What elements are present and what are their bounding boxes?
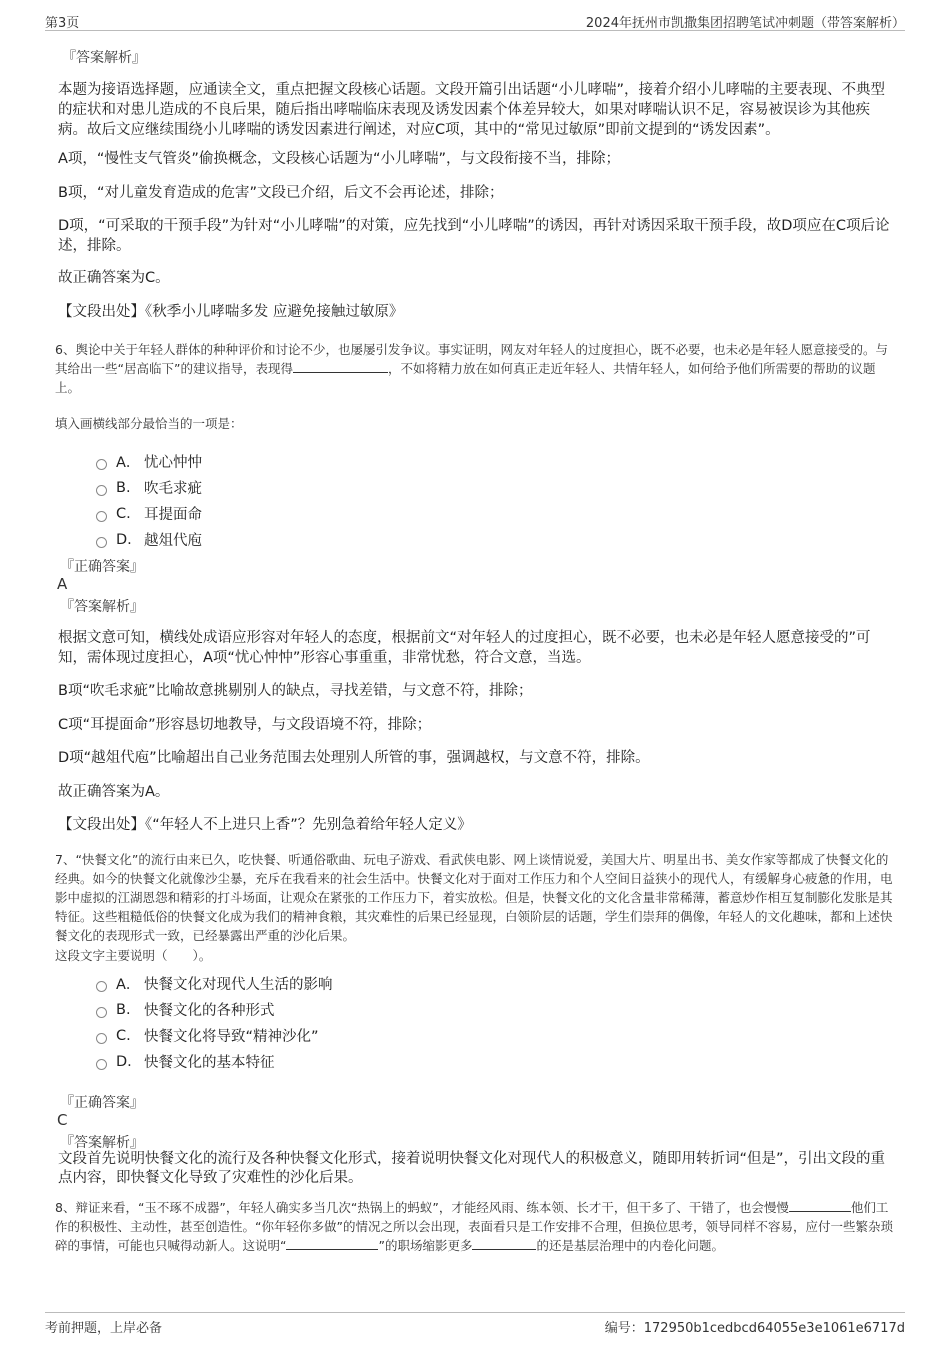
q7-analysis-paragraph: 文段首先说明快餐文化的流行及各种快餐文化形式，接着说明快餐文化对现代人的积极意义，随即用转折词“但是”，引出文段的重点内容，即快餐文化导致了灾难性的沙化后果。: [58, 1151, 886, 1186]
q6-answer: A: [57, 575, 68, 593]
q7-answer: C: [57, 1111, 68, 1129]
radio-icon[interactable]: [96, 537, 107, 548]
q8-blank-1: [789, 1199, 851, 1212]
q8-blank-2: [286, 1237, 378, 1250]
q5-analysis-option-d: D项，“可采取的干预手段”为针对“小儿哮喘”的对策，应先找到“小儿哮喘”的诱因，再针对诱因采取干预手段，故D项应在C项后论述，排除。: [58, 218, 890, 254]
page-header: [45, 10, 905, 31]
footer-code: 编号：172950b1cedbcd64055e3e1061e6717d: [604, 1321, 905, 1336]
q7-option-a[interactable]: A． 快餐文化对现代人生活的影响: [96, 973, 333, 994]
q6-conclusion: 故正确答案为A。: [58, 784, 170, 800]
q7-option-d[interactable]: D. 快餐文化的基本特征: [96, 1051, 275, 1072]
q7-analysis-label: 『答案解析』: [60, 1135, 144, 1151]
q6-option-d[interactable]: D. 越俎代庖: [96, 529, 202, 550]
q6-source: 【文段出处】《“年轻人不上进只上香”？先别急着给年轻人定义》: [58, 817, 472, 833]
q7-option-c[interactable]: C. 快餐文化将导致“精神沙化”: [96, 1025, 319, 1046]
radio-icon[interactable]: [96, 485, 107, 496]
q6-analysis-paragraph: 根据文意可知，横线处成语应形容对年轻人的态度，根据前文“对年轻人的过度担心，既不必要，也未必是年轻人愿意接受的”可知，需体现过度担心，A项“忧心忡忡”形容心事重重，非常忧愁，符合文意，当选。: [58, 630, 871, 666]
radio-icon[interactable]: [96, 459, 107, 470]
page-footer: [45, 1312, 905, 1337]
footer-slogan: 考前押题，上岸必备: [45, 1321, 163, 1336]
q6-option-c[interactable]: C. 耳提面命: [96, 503, 202, 524]
q6-analysis-label: 『答案解析』: [60, 599, 144, 615]
q5-analysis-option-b: B项，“对儿童发育造成的危害”文段已介绍，后文不会再论述，排除；: [58, 185, 504, 201]
radio-icon[interactable]: [96, 1033, 107, 1044]
q5-analysis-label: 『答案解析』: [62, 50, 146, 66]
radio-icon[interactable]: [96, 981, 107, 992]
page-number: 第3页: [45, 16, 80, 31]
q8-stem: 8、辩证来看，“玉不琢不成器”，年轻人确实多当几次“热锅上的蚂蚁”，才能经风雨、练本领、长才干，但干多了、干错了，也会慢慢 他们工作的积极性、主动性，甚至创造性。“你年轻你多做”的情况之所以会出现，表面看只是工作安排不合理，但换位思考，领导同样不容易，应付一些繁杂琐碎的事情，可能也只喊得动新人。这说明“ ”的职场缩影更多 的还是基层治理中的内卷化问题。: [55, 1200, 893, 1253]
q6-stem: 6、舆论中关于年轻人群体的种种评价和讨论不少，也屡屡引发争议。事实证明，网友对年轻人的过度担心，既不必要，也未必是年轻人愿意接受的。与其给出一些“居高临下”的建议指导，表现得 ，不如将精力放在如何真正走近年轻人、共情年轻人，如何给予他们所需要的帮助的议题上。: [55, 342, 888, 395]
q6-analysis-option-d: D项“越俎代庖”比喻超出自己业务范围去处理别人所管的事，强调越权，与文意不符，排除。: [58, 750, 650, 766]
q6-answer-label: 『正确答案』: [60, 559, 144, 575]
q7-option-b[interactable]: B. 快餐文化的各种形式: [96, 999, 275, 1020]
q7-answer-label: 『正确答案』: [60, 1095, 144, 1111]
q6-prompt: 填入画横线部分最恰当的一项是：: [55, 416, 243, 431]
radio-icon[interactable]: [96, 1007, 107, 1018]
document-title: 2024年抚州市凯撒集团招聘笔试冲刺题（带答案解析）: [585, 16, 905, 31]
radio-icon[interactable]: [96, 511, 107, 522]
q6-analysis-option-b: B项“吹毛求疵”比喻故意挑剔别人的缺点，寻找差错，与文意不符，排除；: [58, 683, 533, 699]
q5-source: 【文段出处】《秋季小儿哮喘多发 应避免接触过敏原》: [58, 304, 404, 320]
q5-conclusion: 故正确答案为C。: [58, 270, 170, 286]
q6-option-a[interactable]: A． 忧心忡忡: [96, 451, 202, 472]
q5-analysis-option-a: A项，“慢性支气管炎”偷换概念，文段核心话题为“小儿哮喘”，与文段衔接不当，排除；: [58, 151, 620, 167]
q7-stem: 7、“快餐文化”的流行由来已久，吃快餐、听通俗歌曲、玩电子游戏、看武侠电影、网上谈情说爱，美国大片、明星出书、美女作家等都成了快餐文化的经典。如今的快餐文化就像沙尘暴，充斥在我看来的社会生活中。快餐文化对于面对工作压力和个人空间日益狭小的现代人，有缓解身心疲惫的作用，电影中虚拟的江湖恩怨和精彩的打斗场面，让观众在紧张的工作压力下，着实放松。但是，快餐文化的文化含量非常稀薄，蓄意炒作相互复制膨化发胀是其特征。这些粗糙低俗的快餐文化成为我们的精神食粮，其灾难性的后果已经显现，白领阶层的话题，学生们崇拜的偶像，年轻人的文化趣味，都和上述快餐文化的表现形式一致，已经暴露出严重的沙化后果。: [55, 852, 893, 943]
q6-blank: [293, 360, 388, 373]
q7-prompt: 这段文字主要说明（ ）。: [55, 948, 212, 963]
radio-icon[interactable]: [96, 1059, 107, 1070]
q5-analysis-paragraph: 本题为接语选择题，应通读全文，重点把握文段核心话题。文段开篇引出话题“小儿哮喘”，接着介绍小儿哮喘的主要表现、不典型的症状和对患儿造成的不良后果，随后指出哮喘临床表现及诱发因素个体差异较大，如果对哮喘认识不足，容易被误诊为其他疾病。故后文应继续围绕小儿哮喘的诱发因素进行阐述，对应C项，其中的“常见过敏原”即前文提到的“诱发因素”。: [58, 82, 886, 138]
q6-analysis-option-c: C项“耳提面命”形容恳切地教导，与文段语境不符，排除；: [58, 717, 432, 733]
q8-blank-3: [472, 1237, 536, 1250]
q6-option-b[interactable]: B. 吹毛求疵: [96, 477, 202, 498]
